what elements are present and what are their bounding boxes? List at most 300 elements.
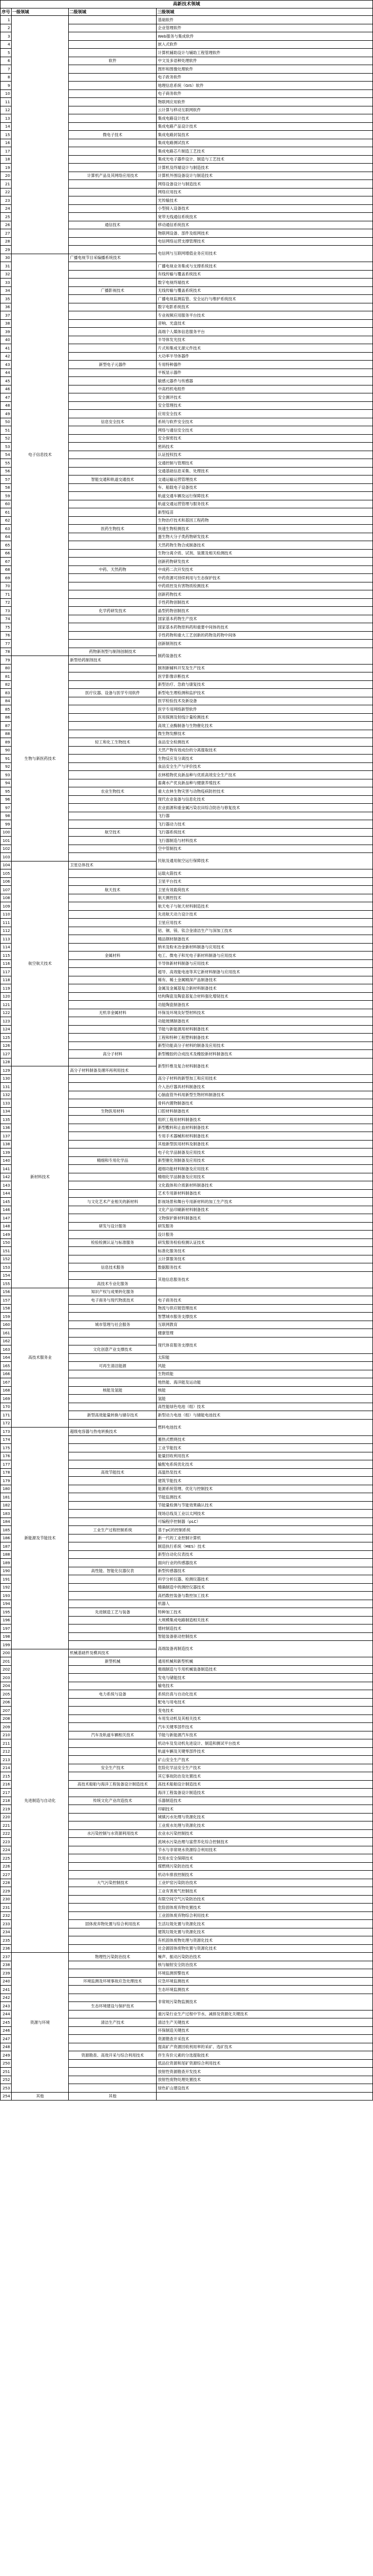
level2-cell: 资源勘查、高效开采与综合利用技术 <box>69 2051 157 2060</box>
level2-cell <box>69 853 157 861</box>
row-number-cell: 210 <box>1 1731 12 1739</box>
level1-cell: 先进制造与自动化 <box>12 1649 69 1953</box>
row-number-cell: 133 <box>1 1099 12 1108</box>
level2-cell <box>69 1641 157 1649</box>
row-number-cell: 34 <box>1 286 12 295</box>
level3-cell: 有机固体废物处理与资源化技术 <box>157 1936 373 1945</box>
level3-cell: 微生物发酵技术 <box>157 730 373 738</box>
row-number-cell: 168 <box>1 1386 12 1395</box>
level3-cell: 安全管理技术 <box>157 401 373 410</box>
row-number-cell: 113 <box>1 935 12 944</box>
row-number-cell: 33 <box>1 279 12 287</box>
row-number-cell: 82 <box>1 680 12 689</box>
level3-cell: 机器人 <box>157 1600 373 1608</box>
level3-cell: 高性能绿色电池（组）技术 <box>157 1403 373 1411</box>
level3-cell: 光传输技术 <box>157 196 373 205</box>
row-number-cell: 32 <box>1 270 12 279</box>
level2-cell <box>69 533 157 541</box>
level2-cell <box>69 1034 157 1042</box>
level3-cell: 输电技术 <box>157 1682 373 1690</box>
row-number-cell: 74 <box>1 615 12 623</box>
level3-cell: 网络应用技术 <box>157 188 373 196</box>
row-number-cell: 242 <box>1 1994 12 2002</box>
level3-cell: 工业节能技术 <box>157 1444 373 1452</box>
level3-cell: 小型接入设备技术 <box>157 204 373 213</box>
row-number-cell: 111 <box>1 919 12 927</box>
row-number-cell: 176 <box>1 1452 12 1460</box>
row-number-cell: 156 <box>1 1288 12 1296</box>
level3-cell: 噪声、振动污染防治技术 <box>157 1953 373 1961</box>
level3-cell: 环保制造关键技术 <box>157 2026 373 2035</box>
level2-cell: 高技术船舶与海洋工程装备设计制造技术 <box>69 1780 157 1789</box>
level3-cell: 通用机械和新型机械 <box>157 1657 373 1666</box>
row-number-cell: 215 <box>1 1772 12 1781</box>
level3-cell: 企业管理软件 <box>157 24 373 32</box>
level3-cell: 城镇污水处理与资源化技术 <box>157 1813 373 1821</box>
row-number-cell: 141 <box>1 1165 12 1173</box>
level2-cell <box>69 541 157 550</box>
row-number-cell: 101 <box>1 837 12 845</box>
level2-cell: 微电子技术 <box>69 131 157 139</box>
level2-cell <box>69 1961 157 1969</box>
level3-cell: 社会源固体废物处置与资源化技术 <box>157 1944 373 1953</box>
level3-cell: 金属及金属基复合新材料制备技术 <box>157 984 373 993</box>
level2-cell <box>69 640 157 648</box>
level2-cell <box>69 451 157 459</box>
row-number-cell: 214 <box>1 1764 12 1772</box>
row-number-cell: 112 <box>1 927 12 935</box>
level3-cell: 文化载体和介质新材料制备技术 <box>157 1181 373 1190</box>
level3-cell: 专业视频应用服务平台技术 <box>157 311 373 320</box>
row-number-cell: 68 <box>1 566 12 574</box>
level3-cell: 发电与储能技术 <box>157 1674 373 1682</box>
level2-cell <box>69 270 157 279</box>
row-number-cell: 154 <box>1 1271 12 1280</box>
level2-cell: 城市管理与社会服务 <box>69 1321 157 1329</box>
level2-cell <box>69 459 157 468</box>
row-number-cell: 121 <box>1 1001 12 1009</box>
row-number-cell: 42 <box>1 352 12 361</box>
level2-cell <box>69 1969 157 1978</box>
row-number-cell: 7 <box>1 65 12 74</box>
level2-cell <box>69 40 157 49</box>
level2-cell <box>69 1173 157 1181</box>
level3-cell: 现代农业装备与信息化技术 <box>157 795 373 804</box>
row-number-cell: 87 <box>1 722 12 730</box>
level2-cell <box>69 2010 157 2018</box>
level2-cell <box>69 1329 157 1338</box>
level3-cell: 稀有、稀土金属精深产品制备技术 <box>157 976 373 984</box>
level2-cell: 轻工和化工生物技术 <box>69 738 157 747</box>
level2-cell <box>69 1789 157 1797</box>
row-number-cell: 149 <box>1 1231 12 1239</box>
level2-cell <box>69 1559 157 1567</box>
row-number-cell: 252 <box>1 2076 12 2084</box>
row-number-cell: 165 <box>1 1362 12 1370</box>
row-number-cell: 96 <box>1 795 12 804</box>
level2-cell <box>69 1165 157 1173</box>
row-number-cell: 188 <box>1 1550 12 1559</box>
row-number-cell: 241 <box>1 1986 12 1994</box>
level2-cell <box>69 697 157 705</box>
level3-cell: 高端个人媒体信息服务平台 <box>157 328 373 336</box>
row-number-cell: 129 <box>1 1066 12 1075</box>
level3-cell: 新型功能高分子材料的制备及应用技术 <box>157 1042 373 1050</box>
level2-cell: 文化创意产业支撑技术 <box>69 1345 157 1354</box>
level3-cell: 医学专用网络新型软件 <box>157 705 373 714</box>
level3-cell: 基础软件 <box>157 16 373 24</box>
level2-cell <box>69 1017 157 1026</box>
row-number-cell: 251 <box>1 2068 12 2076</box>
level3-cell: 铝、铜、镁、钛合金清洁生产与深加工技术 <box>157 927 373 935</box>
row-number-cell: 8 <box>1 73 12 82</box>
level3-cell: 音响、光盘技术 <box>157 319 373 328</box>
row-number-cell: 197 <box>1 1624 12 1633</box>
level3-cell: 应急环境监测技术 <box>157 1977 373 1986</box>
level2-cell <box>69 1895 157 1904</box>
level2-cell <box>69 1395 157 1403</box>
level3-cell: 集成电路封装技术 <box>157 131 373 139</box>
level2-cell <box>69 401 157 410</box>
row-number-cell: 17 <box>1 147 12 156</box>
level3-cell: 宽带无线通信系统技术 <box>157 213 373 221</box>
level3-cell: 系统仿真与自动化技术 <box>157 1690 373 1699</box>
level3-cell: 数字电视终端技术 <box>157 279 373 287</box>
level3-cell: 海洋工程装备设计制造技术 <box>157 1789 373 1797</box>
level3-cell: 重污染行业生产过程中节水、减排及资源化关键技术 <box>157 2010 373 2018</box>
row-number-cell: 144 <box>1 1189 12 1198</box>
level2-cell <box>69 1091 157 1099</box>
level2-cell <box>69 1739 157 1748</box>
row-number-cell: 98 <box>1 812 12 820</box>
level3-cell: 基于pC的控制系统 <box>157 1526 373 1534</box>
level2-cell <box>69 508 157 517</box>
level2-cell <box>69 1353 157 1362</box>
level2-cell <box>69 155 157 164</box>
level1-cell: 其他 <box>12 2092 69 2101</box>
level2-cell <box>69 2026 157 2035</box>
row-number-cell: 181 <box>1 1493 12 1502</box>
level2-cell <box>69 1403 157 1411</box>
level3-cell: 创新药物技术 <box>157 590 373 599</box>
level2-cell <box>69 558 157 566</box>
level1-cell: 高技术服务业 <box>12 1288 69 1428</box>
row-number-cell: 246 <box>1 2026 12 2035</box>
row-number-cell: 100 <box>1 828 12 837</box>
level2-cell <box>69 1025 157 1034</box>
level2-cell <box>69 1148 157 1157</box>
level2-cell <box>69 385 157 393</box>
row-number-cell: 201 <box>1 1657 12 1666</box>
row-number-cell: 36 <box>1 303 12 311</box>
row-number-cell: 63 <box>1 525 12 533</box>
level2-cell <box>69 32 157 41</box>
level2-cell: 计算机产品及其网络应用技术 <box>69 172 157 180</box>
row-number-cell: 228 <box>1 1879 12 1887</box>
row-number-cell: 52 <box>1 434 12 443</box>
level3-cell: 配电与用电技术 <box>157 1698 373 1707</box>
level2-cell <box>69 1337 157 1345</box>
level2-cell: 中药、天然药物 <box>69 566 157 574</box>
level3-cell: 输配电系统优化技术 <box>157 1460 373 1469</box>
level2-cell <box>69 500 157 508</box>
level2-cell <box>69 82 157 90</box>
level2-cell: 药物新剂型与制剂创制技术 <box>69 648 157 656</box>
level3-cell: 大功率半导体器件 <box>157 352 373 361</box>
level3-cell: 认证授权技术 <box>157 451 373 459</box>
level3-cell: 大规模集成电路制造相关技术 <box>157 1616 373 1624</box>
level3-cell: 安全保密技术 <box>157 434 373 443</box>
level3-cell: 新型敷料和止血材料制备技术 <box>157 1124 373 1132</box>
level3-cell: 专用手术器械和材料制备技术 <box>157 1132 373 1141</box>
level2-cell: 高性能、智能化仪器仪表 <box>69 1567 157 1575</box>
level2-cell <box>69 812 157 820</box>
level3-cell: 其他新型医用材料及制备技术 <box>157 1140 373 1148</box>
row-number-cell: 122 <box>1 1009 12 1017</box>
row-number-cell: 196 <box>1 1616 12 1624</box>
row-number-cell: 57 <box>1 475 12 484</box>
level3-cell: 新型传感器技术 <box>157 1567 373 1575</box>
level3-cell: 超级电容器与热电转换技术 <box>69 1428 157 1436</box>
level3-cell: 研发服务 <box>157 1222 373 1231</box>
row-number-cell: 106 <box>1 877 12 886</box>
row-number-cell: 162 <box>1 1337 12 1345</box>
row-number-cell: 159 <box>1 1313 12 1321</box>
level3-cell: 功能陶瓷制备技术 <box>157 1001 373 1009</box>
level3-cell: 危险化学品安全生产技术 <box>157 1764 373 1772</box>
level2-cell <box>69 65 157 74</box>
level3-cell: 移动通信系统技术 <box>157 221 373 229</box>
level3-cell <box>157 2092 373 2101</box>
row-number-cell: 174 <box>1 1435 12 1444</box>
level2-cell <box>69 968 157 976</box>
row-number-cell: 128 <box>1 1058 12 1066</box>
row-number-cell: 247 <box>1 2035 12 2043</box>
level2-cell <box>69 1116 157 1124</box>
level3-cell: 建筑垃圾处置与资源化技术 <box>157 1928 373 1936</box>
row-number-cell: 39 <box>1 328 12 336</box>
row-number-cell: 139 <box>1 1148 12 1157</box>
header-row <box>1 8 373 16</box>
level2-cell <box>69 24 157 32</box>
level2-cell: 传统文化产业改造技术 <box>69 1797 157 1805</box>
row-number-cell: 88 <box>1 730 12 738</box>
level3-cell: 燃料电池技术 <box>157 1419 373 1435</box>
level2-cell: 无机非金属材料 <box>69 1009 157 1017</box>
level1-cell <box>12 16 69 254</box>
level1-cell: 航空航天技术 <box>12 861 69 1066</box>
level2-cell: 金属材料 <box>69 952 157 960</box>
row-number-cell: 184 <box>1 1518 12 1526</box>
row-number-cell: 211 <box>1 1739 12 1748</box>
level2-cell <box>69 549 157 558</box>
level3-cell: 工业固体废弃物综合利用技术 <box>157 1911 373 1920</box>
level2-cell <box>69 262 157 271</box>
level3-cell: 高端装备再制造技术 <box>157 1641 373 1657</box>
level2-cell <box>69 1723 157 1731</box>
row-number-cell: 134 <box>1 1107 12 1116</box>
level2-cell: 电子商务与现代物流技术 <box>69 1296 157 1305</box>
level3-cell: 生物治疗技术和基因工程药物 <box>157 516 373 525</box>
level3-cell: 科学分析仪器、检测仪器技术 <box>157 1575 373 1584</box>
column-header-level1: 一级领域 <box>12 8 69 16</box>
level3-cell: 电子商务技术 <box>157 1296 373 1305</box>
row-number-cell: 90 <box>1 746 12 755</box>
row-number-cell: 179 <box>1 1477 12 1485</box>
level3-cell: 农林植物优良新品种与优质高效安全生产技术 <box>157 771 373 779</box>
level2-cell <box>69 443 157 451</box>
row-number-cell: 249 <box>1 2051 12 2060</box>
level3-cell: 高技术船舶设计制造技术 <box>157 1780 373 1789</box>
level2-cell: 研发与设计服务 <box>69 1222 157 1231</box>
level3-cell: 飞行器系统技术 <box>157 828 373 837</box>
level2-cell: 安全生产技术 <box>69 1764 157 1772</box>
row-number-cell: 19 <box>1 164 12 172</box>
level3-cell: 地热能、海洋能及运动能 <box>157 1378 373 1387</box>
level3-cell: 网络与通信安全技术 <box>157 426 373 435</box>
level3-cell: 功能玻璃制备技术 <box>157 1017 373 1026</box>
column-header-level2: 二级领域 <box>69 8 157 16</box>
row-number-cell: 173 <box>1 1428 12 1436</box>
level3-cell: 工业废水处理与资源化技术 <box>157 1821 373 1830</box>
row-number-cell: 93 <box>1 771 12 779</box>
row-number-cell: 170 <box>1 1403 12 1411</box>
level3-cell: 绿色矿山建设技术 <box>157 2084 373 2093</box>
level2-cell <box>69 1074 157 1083</box>
level2-cell: 清洁生产技术 <box>69 2018 157 2027</box>
row-number-cell: 114 <box>1 943 12 952</box>
row-number-cell: 225 <box>1 1854 12 1863</box>
level3-cell: 有限空间空气污染防治技术 <box>157 1895 373 1904</box>
row-number-cell: 125 <box>1 1034 12 1042</box>
level3-cell: 精确制造中的测控仪器技术 <box>157 1583 373 1592</box>
level2-cell <box>69 910 157 919</box>
row-number-cell: 109 <box>1 902 12 911</box>
level2-cell <box>69 1189 157 1198</box>
row-number-cell: 18 <box>1 155 12 164</box>
row-number-cell: 148 <box>1 1222 12 1231</box>
row-number-cell: 131 <box>1 1083 12 1091</box>
level3-cell: 医学检验技术及新设备 <box>157 697 373 705</box>
row-number-cell: 233 <box>1 1920 12 1928</box>
level3-cell: 乐器制造技术 <box>157 1797 373 1805</box>
level2-cell <box>69 180 157 189</box>
row-number-cell: 226 <box>1 1862 12 1871</box>
row-number-cell: 253 <box>1 2084 12 2093</box>
row-number-cell: 147 <box>1 1214 12 1223</box>
level3-cell: 集成电路测试技术 <box>157 139 373 147</box>
level3-cell: 高效工业酶制备与生物催化技术 <box>157 722 373 730</box>
level3-cell: 互联网教育 <box>157 1321 373 1329</box>
level2-cell <box>69 1813 157 1821</box>
level3-cell: 先进航天动力设计技术 <box>157 910 373 919</box>
level2-cell <box>69 1181 157 1190</box>
table-row <box>1 2092 373 2101</box>
row-number-cell: 203 <box>1 1674 12 1682</box>
row-number-cell: 155 <box>1 1280 12 1288</box>
level3-cell: 电信网络运营支撑管理技术 <box>157 237 373 246</box>
row-number-cell: 124 <box>1 1025 12 1034</box>
level3-cell: 精细化学品制备及应用技术 <box>157 1173 373 1181</box>
level2-cell <box>69 713 157 722</box>
level3-cell: 煤燃烧污染防治技术 <box>157 1862 373 1871</box>
row-number-cell: 145 <box>1 1198 12 1206</box>
row-number-cell: 137 <box>1 1132 12 1141</box>
level3-cell: 流域水污染治理与富营养化综合控制技术 <box>157 1838 373 1846</box>
row-number-cell: 58 <box>1 483 12 492</box>
row-number-cell: 45 <box>1 377 12 385</box>
level3-cell: 专用特种器件 <box>157 361 373 369</box>
row-number-cell: 194 <box>1 1600 12 1608</box>
level3-cell: 高温热泵技术 <box>157 1468 373 1477</box>
row-number-cell: 14 <box>1 122 12 131</box>
level2-cell <box>69 1518 157 1526</box>
row-number-cell: 200 <box>1 1649 12 1657</box>
level3-cell: 增材制造技术 <box>157 1624 373 1633</box>
level3-cell: 工业炉窑污染防治技术 <box>157 1879 373 1887</box>
level3-cell: 现场总线及工业以太网技术 <box>157 1510 373 1518</box>
row-number-cell: 46 <box>1 385 12 393</box>
level2-cell <box>69 722 157 730</box>
level3-cell: 印刷技术 <box>157 1805 373 1814</box>
row-number-cell: 142 <box>1 1173 12 1181</box>
level2-cell <box>69 1534 157 1542</box>
level3-cell: 机动车及发动机先进设计、制造和测试平台技术 <box>157 1739 373 1748</box>
level3-cell: 氢能 <box>157 1395 373 1403</box>
level2-cell <box>69 976 157 984</box>
level2-cell <box>69 2076 157 2084</box>
level2-cell <box>69 1083 157 1091</box>
level3-cell: 国家基本药物生产技术 <box>157 615 373 623</box>
level2-cell: 知识产权与成果转化服务 <box>69 1288 157 1296</box>
level3-cell: 航天电子与航天材料制造技术 <box>157 902 373 911</box>
level2-cell: 固体废弃物处置与综合利用技术 <box>69 1920 157 1928</box>
row-number-cell: 198 <box>1 1632 12 1641</box>
sheet-title: 高新技术领域 <box>1 1 373 8</box>
level2-cell <box>69 369 157 377</box>
level3-cell: 太阳能 <box>157 1353 373 1362</box>
level3-cell: 能源系统管理、优化与控制技术 <box>157 1485 373 1493</box>
level3-cell: 广播电视业务集成与支撑系统技术 <box>157 262 373 271</box>
row-number-cell: 73 <box>1 607 12 615</box>
level2-cell <box>69 1805 157 1814</box>
level2-cell <box>69 1887 157 1896</box>
level3-cell: 中药质控及有害物质检测技术 <box>157 582 373 590</box>
level3-cell: 广播电视监测监管、安全运行与维护系统技术 <box>157 295 373 303</box>
level2-cell: 智能交通和轨道交通技术 <box>69 475 157 484</box>
level2-cell <box>69 1231 157 1239</box>
level2-cell <box>69 1313 157 1321</box>
level3-cell: 节能与新能源汽车技术 <box>157 1731 373 1739</box>
row-number-cell: 54 <box>1 451 12 459</box>
level3-cell: 核与辐射安全防治技术 <box>157 1961 373 1969</box>
row-number-cell: 61 <box>1 508 12 517</box>
level3-cell: 中成药二次开发技术 <box>157 566 373 574</box>
level2-cell <box>69 1821 157 1830</box>
level2-cell: 水污染控制与水资源利用技术 <box>69 1829 157 1838</box>
row-number-cell: 202 <box>1 1665 12 1674</box>
row-number-cell: 199 <box>1 1641 12 1649</box>
level3-cell: 密码技术 <box>157 443 373 451</box>
level2-cell <box>69 426 157 435</box>
row-number-cell: 67 <box>1 558 12 566</box>
level3-cell: 生物反应及分离技术 <box>157 755 373 763</box>
row-number-cell: 195 <box>1 1608 12 1617</box>
level3-cell: 农业面源和重金属污染农田综合防治与修复技术 <box>157 804 373 812</box>
level2-cell <box>69 755 157 763</box>
level2-cell: 大气污染控制技术 <box>69 1879 157 1887</box>
row-number-cell: 110 <box>1 910 12 919</box>
